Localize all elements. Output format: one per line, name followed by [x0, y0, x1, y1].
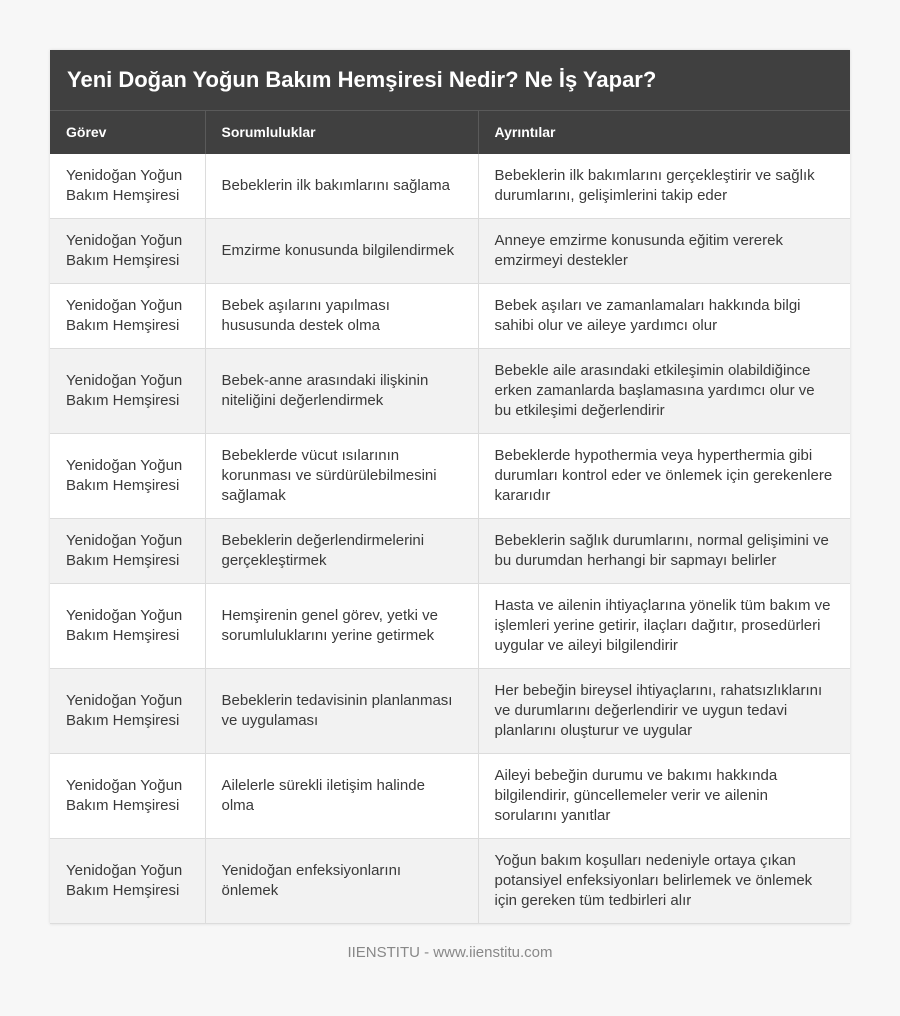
- footer-credit: IIENSTITU - www.iienstitu.com: [347, 944, 553, 961]
- cell-sorumluluk: Bebeklerin değerlendirmelerini gerçekleştirmek: [205, 519, 478, 584]
- cell-ayrinti: Aileyi bebeğin durumu ve bakımı hakkında bilgilendirir, güncellemeler verir ve ailenin sorularını yanıtlar: [478, 754, 850, 839]
- cell-ayrinti: Bebekle aile arasındaki etkileşimin olabildiğince erken zamanlarda başlamasına yardımcı olur ve bu etkileşimi değerlendirir: [478, 349, 850, 434]
- cell-ayrinti: Hasta ve ailenin ihtiyaçlarına yönelik tüm bakım ve işlemleri yerine getirir, ilaçları dağıtır, prosedürleri uygular ve aileyi bilgilendirir: [478, 584, 850, 669]
- cell-ayrinti: Bebeklerin ilk bakımlarını gerçekleştirir ve sağlık durumlarını, gelişimlerini takip eder: [478, 154, 850, 219]
- table-row: [50, 839, 850, 924]
- table-row: [50, 754, 850, 839]
- header-sorumluluklar: Sorumluluklar: [205, 111, 478, 154]
- cell-sorumluluk: Bebek aşılarını yapılması hususunda destek olma: [205, 284, 478, 349]
- table-row: [50, 669, 850, 754]
- page-title: Yeni Doğan Yoğun Bakım Hemşiresi Nedir? Ne İş Yapar?: [67, 67, 657, 92]
- table-row: [50, 519, 850, 584]
- cell-sorumluluk: Yenidoğan enfeksiyonlarını önlemek: [205, 839, 478, 924]
- cell-gorev: Yenidoğan Yoğun Bakım Hemşiresi: [50, 434, 205, 519]
- cell-ayrinti: Her bebeğin bireysel ihtiyaçlarını, rahatsızlıklarını ve durumlarını değerlendirir ve uygun tedavi planlarını oluşturur ve uygular: [478, 669, 850, 754]
- cell-sorumluluk: Bebek-anne arasındaki ilişkinin niteliğini değerlendirmek: [205, 349, 478, 434]
- cell-sorumluluk: Bebeklerin ilk bakımlarını sağlama: [205, 154, 478, 219]
- cell-gorev: Yenidoğan Yoğun Bakım Hemşiresi: [50, 349, 205, 434]
- duties-table: [50, 110, 850, 924]
- table-row: [50, 219, 850, 284]
- cell-gorev: Yenidoğan Yoğun Bakım Hemşiresi: [50, 754, 205, 839]
- cell-ayrinti: Anneye emzirme konusunda eğitim vererek emzirmeyi destekler: [478, 219, 850, 284]
- cell-gorev: Yenidoğan Yoğun Bakım Hemşiresi: [50, 219, 205, 284]
- table-row: [50, 434, 850, 519]
- cell-gorev: Yenidoğan Yoğun Bakım Hemşiresi: [50, 669, 205, 754]
- title-bar: [50, 50, 850, 110]
- cell-gorev: Yenidoğan Yoğun Bakım Hemşiresi: [50, 284, 205, 349]
- table-row: [50, 284, 850, 349]
- header-ayrintilar: Ayrıntılar: [494, 124, 556, 141]
- table-header-row: [50, 111, 850, 154]
- cell-sorumluluk: Bebeklerde vücut ısılarının korunması ve sürdürülebilmesini sağlamak: [205, 434, 478, 519]
- header-gorev: Görev: [50, 111, 205, 154]
- cell-sorumluluk: Hemşirenin genel görev, yetki ve sorumluluklarını yerine getirmek: [205, 584, 478, 669]
- cell-gorev: Yenidoğan Yoğun Bakım Hemşiresi: [50, 154, 205, 219]
- cell-gorev: Yenidoğan Yoğun Bakım Hemşiresi: [50, 584, 205, 669]
- cell-ayrinti: Bebeklerin sağlık durumlarını, normal gelişimini ve bu durumdan herhangi bir sapmayı belirler: [478, 519, 850, 584]
- cell-sorumluluk: Emzirme konusunda bilgilendirmek: [205, 219, 478, 284]
- cell-sorumluluk: Bebeklerin tedavisinin planlanması ve uygulaması: [205, 669, 478, 754]
- table-row: [50, 584, 850, 669]
- table-row: [50, 349, 850, 434]
- table-row: [50, 154, 850, 219]
- table-card: [50, 50, 850, 924]
- cell-ayrinti: Bebek aşıları ve zamanlamaları hakkında bilgi sahibi olur ve aileye yardımcı olur: [478, 284, 850, 349]
- cell-ayrinti: Bebeklerde hypothermia veya hyperthermia gibi durumları kontrol eder ve önlemek için gerekenlere kararıdır: [478, 434, 850, 519]
- cell-ayrinti: Yoğun bakım koşulları nedeniyle ortaya çıkan potansiyel enfeksiyonları belirlemek ve önlemek için gereken tüm tedbirleri alır: [478, 839, 850, 924]
- cell-gorev: Yenidoğan Yoğun Bakım Hemşiresi: [50, 839, 205, 924]
- cell-gorev: Yenidoğan Yoğun Bakım Hemşiresi: [50, 519, 205, 584]
- cell-sorumluluk: Ailelerle sürekli iletişim halinde olma: [205, 754, 478, 839]
